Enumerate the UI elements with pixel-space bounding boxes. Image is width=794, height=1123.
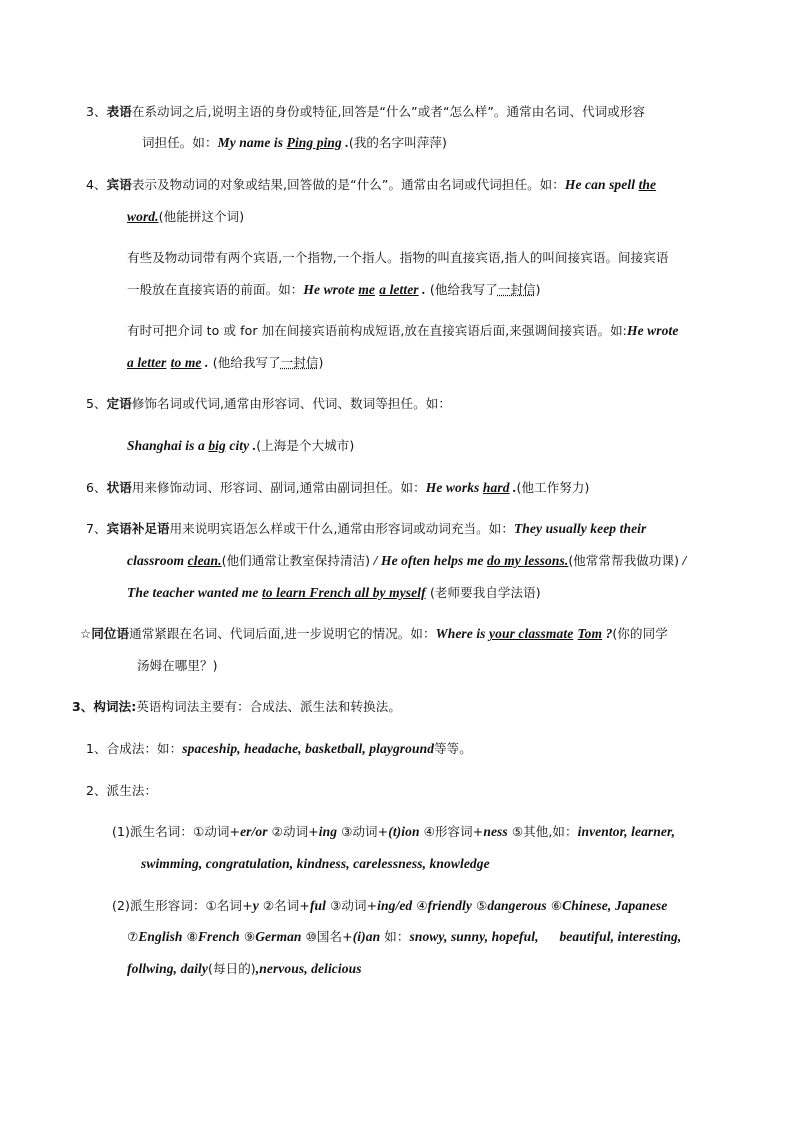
example-text: classroom bbox=[127, 553, 188, 568]
example-text: friendly bbox=[427, 898, 472, 913]
example-text: . bbox=[509, 480, 517, 495]
example-text: dangerous bbox=[487, 898, 547, 913]
complement-line-3 bbox=[127, 584, 541, 603]
rule-text: (2)派生形容词：①名词+ bbox=[112, 898, 253, 913]
rule-text: ②动词+ bbox=[267, 824, 319, 839]
predicative-text-2: 词担任。如： bbox=[142, 135, 218, 150]
attribute-text: 修饰名词或代词,通常由形容词、代词、数词等担任。如： bbox=[131, 396, 451, 411]
item-number: 3、 bbox=[86, 104, 107, 119]
item-number: 1、 bbox=[86, 741, 107, 756]
compounding-line bbox=[86, 740, 472, 759]
word-formation-heading bbox=[72, 698, 401, 717]
term-adverbial: 状语 bbox=[106, 480, 132, 495]
predicative-text: 在系动词之后,说明主语的身份或特征,回答是“什么”或者“怎么样”。通常由名词、代词或形容 bbox=[131, 104, 646, 119]
object-para-text: 一般放在直接宾语的前面。如： bbox=[127, 282, 304, 297]
example-text: They usually keep their bbox=[513, 521, 647, 536]
example-text: My name is bbox=[217, 135, 287, 150]
example-text: spaceship, headache, basketball, playground bbox=[182, 741, 435, 756]
object-line-1 bbox=[86, 176, 656, 195]
rule-text: ③动词+ bbox=[326, 898, 378, 913]
derivation-text: 派生法： bbox=[106, 783, 158, 798]
example-underlined: do my lessons. bbox=[487, 553, 569, 568]
compounding-end: 等等。 bbox=[434, 741, 472, 756]
rule-text: ⑩国名+ bbox=[301, 929, 353, 944]
compounding-text: 合成法：如： bbox=[106, 741, 183, 756]
predicative-line-2 bbox=[142, 134, 447, 153]
example-translation: (他给我写了 bbox=[429, 282, 498, 297]
example-text: English bbox=[138, 929, 183, 944]
example-text: He often helps me bbox=[380, 553, 488, 568]
complement-line-2 bbox=[127, 552, 686, 571]
separator: / bbox=[370, 553, 381, 568]
object-para1-line-2 bbox=[127, 281, 541, 300]
term-word-formation: 构词法: bbox=[93, 699, 137, 714]
example-text: inventor, learner, bbox=[577, 824, 676, 839]
suffix: y bbox=[252, 898, 259, 913]
object-para1-line-1 bbox=[127, 249, 668, 268]
object-para2-line-2 bbox=[127, 354, 324, 373]
rule-text: ⑥ bbox=[546, 898, 563, 913]
derived-nouns-line-2 bbox=[141, 855, 490, 874]
example-text: The teacher wanted me bbox=[127, 585, 262, 600]
adverbial-text: 用来修饰动词、形容词、副词,通常由副词担任。如： bbox=[131, 480, 426, 495]
example-translation: 汤姆在哪里？) bbox=[137, 658, 218, 673]
derivation-line bbox=[86, 782, 157, 801]
example-translation: (他常常帮我做功课) bbox=[568, 553, 680, 568]
example-text: . bbox=[201, 355, 209, 370]
suffix: ing bbox=[318, 824, 338, 839]
example-underlined: to me bbox=[170, 355, 202, 370]
complement-text: 用来说明宾语怎么样或干什么,通常由形容词或动词充当。如： bbox=[169, 521, 514, 536]
example-translation: (他给我写了 bbox=[212, 355, 281, 370]
example-translation: (老师要我自学法语) bbox=[429, 585, 541, 600]
example-underlined: big bbox=[208, 438, 226, 453]
suffix: ful bbox=[309, 898, 326, 913]
example-text: German bbox=[255, 929, 302, 944]
object-text: 表示及物动词的对象或结果,回答做的是“什么”。通常由名词或代词担任。如： bbox=[131, 177, 565, 192]
suffix: ing/ed bbox=[377, 898, 413, 913]
example-underlined: the bbox=[638, 177, 657, 192]
item-number: 5、 bbox=[86, 396, 107, 411]
section-number: 3、 bbox=[72, 699, 94, 714]
item-number: 7、 bbox=[86, 521, 107, 536]
star-icon: ☆ bbox=[80, 626, 92, 641]
term-object-complement: 宾语补足语 bbox=[106, 521, 170, 536]
example-underlined: Ping ping bbox=[286, 135, 342, 150]
example-text: He can spell bbox=[564, 177, 639, 192]
example-translation: ) bbox=[318, 355, 324, 370]
example-underlined: word. bbox=[127, 209, 159, 224]
rule-text: ④ bbox=[412, 898, 428, 913]
object-para-text: 有些及物动词带有两个宾语,一个指物,一个指人。指物的叫直接宾语,指人的叫间接宾语。间接宾语 bbox=[127, 250, 669, 265]
item-number: 6、 bbox=[86, 480, 107, 495]
example-translation: (他能拼这个词) bbox=[158, 209, 245, 224]
term-appositive: 同位语 bbox=[91, 626, 130, 641]
complement-line-1 bbox=[86, 520, 646, 539]
rule-text: 如： bbox=[380, 929, 410, 944]
term-attribute: 定语 bbox=[106, 396, 132, 411]
rule-text: ③动词+ bbox=[337, 824, 389, 839]
example-text: . bbox=[418, 282, 426, 297]
item-number: 4、 bbox=[86, 177, 107, 192]
example-translation: (每日的) bbox=[208, 961, 256, 976]
example-text: snowy, sunny, hopeful, beautiful, interesting, bbox=[409, 929, 682, 944]
example-underlined: to learn French all by myself bbox=[261, 585, 426, 600]
example-underlined: your classmate bbox=[489, 626, 574, 641]
example-text: . bbox=[341, 135, 349, 150]
example-text: He wrote bbox=[303, 282, 359, 297]
derived-adjectives-line-1 bbox=[112, 897, 667, 916]
example-underlined: Tom bbox=[577, 626, 603, 641]
example-text: He wrote bbox=[627, 323, 679, 338]
example-text: ,nervous, delicious bbox=[255, 961, 362, 976]
example-underlined: clean. bbox=[187, 553, 222, 568]
example-translation: (你的同学 bbox=[612, 626, 668, 641]
rule-text: ⑧ bbox=[182, 929, 198, 944]
example-translation-underlined: 一封信 bbox=[280, 355, 319, 370]
rule-text: ④形容词+ bbox=[419, 824, 484, 839]
example-underlined: me bbox=[358, 282, 376, 297]
rule-text: ⑨ bbox=[239, 929, 256, 944]
suffix: (t)ion bbox=[388, 824, 420, 839]
rule-text: ②名词+ bbox=[258, 898, 310, 913]
example-text: ? bbox=[602, 626, 613, 641]
example-translation-underlined: 一封信 bbox=[497, 282, 536, 297]
example-underlined: a letter bbox=[127, 355, 167, 370]
suffix: (i)an bbox=[352, 929, 381, 944]
derived-nouns-line-1 bbox=[112, 823, 675, 842]
appositive-line-2 bbox=[137, 657, 218, 676]
term-object: 宾语 bbox=[106, 177, 132, 192]
object-para-text: 有时可把介词 to 或 for 加在间接宾语前构成短语,放在直接宾语后面,来强调间接宾语。如: bbox=[127, 323, 627, 338]
separator: / bbox=[679, 553, 687, 568]
example-translation: (上海是个大城市) bbox=[256, 438, 355, 453]
example-translation: (我的名字叫萍萍) bbox=[348, 135, 447, 150]
example-underlined: a letter bbox=[379, 282, 419, 297]
derived-adjectives-line-3 bbox=[127, 960, 362, 979]
rule-text: ⑦ bbox=[127, 929, 139, 944]
item-number: 2、 bbox=[86, 783, 107, 798]
example-text: Where is bbox=[435, 626, 490, 641]
example-text: Shanghai is a bbox=[127, 438, 209, 453]
example-text: French bbox=[197, 929, 240, 944]
example-text: follwing, daily bbox=[127, 961, 209, 976]
object-line-2 bbox=[127, 208, 244, 227]
example-translation: ) bbox=[535, 282, 541, 297]
example-underlined: hard bbox=[482, 480, 510, 495]
example-text: He works bbox=[425, 480, 483, 495]
suffix: er/or bbox=[240, 824, 268, 839]
term-predicative: 表语 bbox=[106, 104, 132, 119]
rule-text: ⑤ bbox=[471, 898, 488, 913]
object-para2-line-1 bbox=[127, 322, 678, 341]
example-translation: (他工作努力) bbox=[516, 480, 590, 495]
appositive-text: 通常紧跟在名词、代词后面,进一步说明它的情况。如： bbox=[129, 626, 436, 641]
word-formation-text: 英语构词法主要有：合成法、派生法和转换法。 bbox=[136, 699, 401, 714]
example-text: swimming, congratulation, kindness, carelessness, knowledge bbox=[141, 856, 490, 871]
attribute-line-2 bbox=[127, 437, 354, 456]
suffix: ness bbox=[483, 824, 508, 839]
example-translation: (他们通常让教室保持清洁) bbox=[221, 553, 371, 568]
rule-text: ⑤其他,如： bbox=[507, 824, 578, 839]
attribute-line-1 bbox=[86, 395, 451, 414]
predicative-line-1 bbox=[86, 103, 645, 122]
example-text: city . bbox=[225, 438, 257, 453]
appositive-line-1 bbox=[80, 625, 668, 644]
rule-text: (1)派生名词：①动词+ bbox=[112, 824, 241, 839]
adverbial-line bbox=[86, 479, 589, 498]
derived-adjectives-line-2 bbox=[127, 928, 681, 947]
example-text: Chinese, Japanese bbox=[562, 898, 668, 913]
